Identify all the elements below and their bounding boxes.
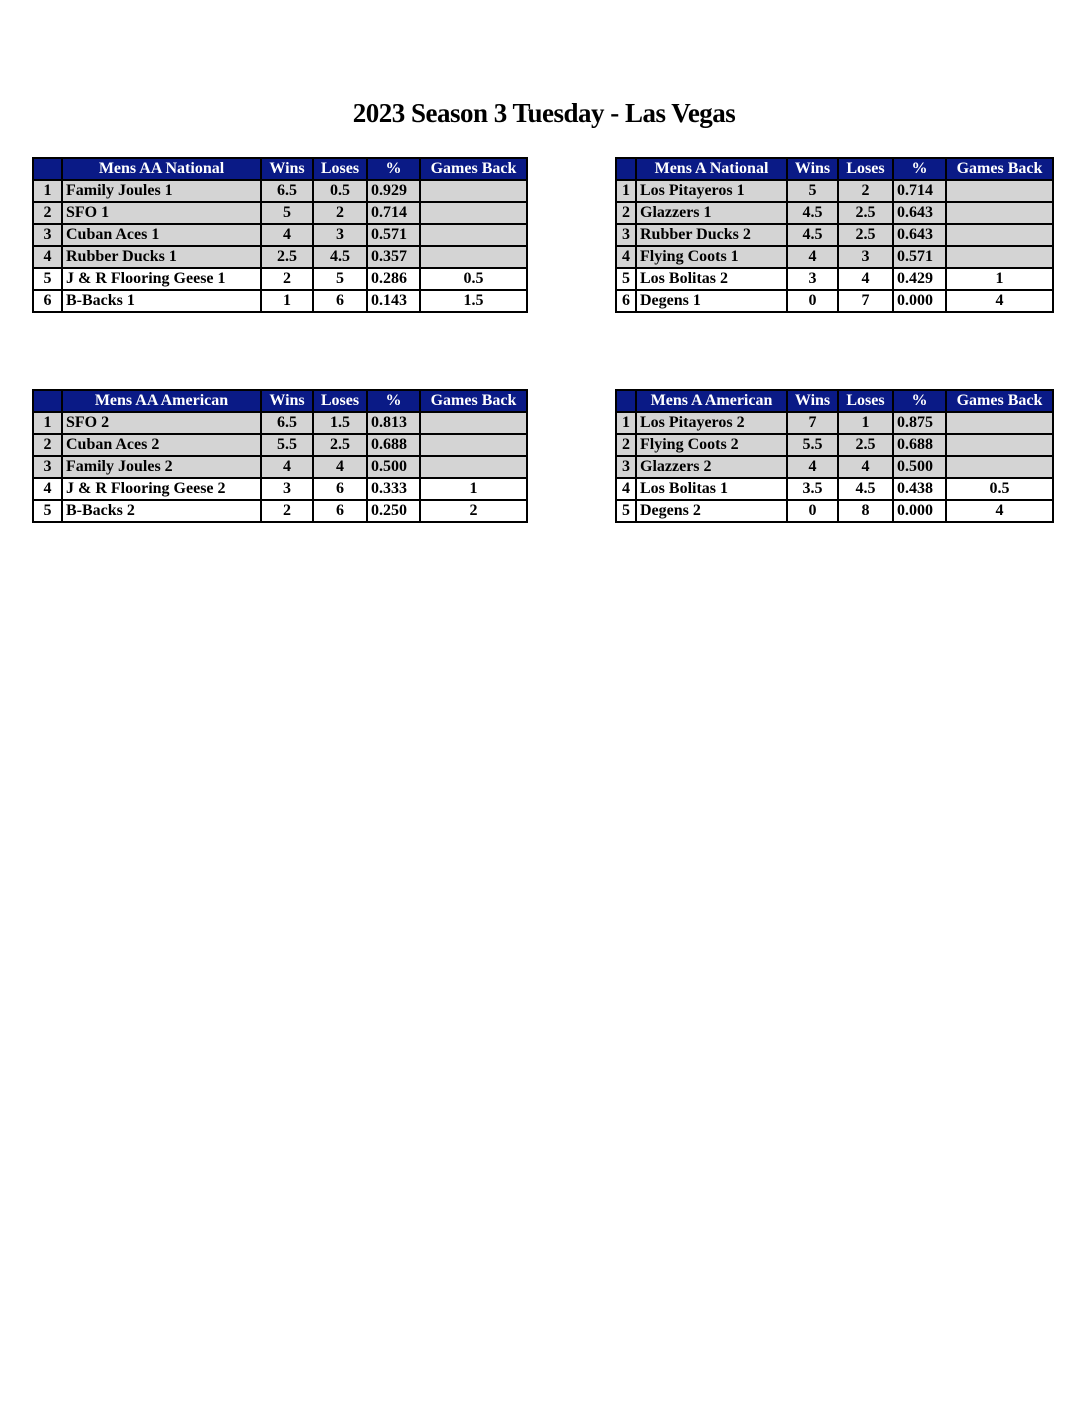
table-row (33, 246, 527, 268)
rank-cell: 3 (616, 224, 636, 246)
games-back-cell: 1 (946, 268, 1053, 290)
wins-cell: 2 (261, 500, 313, 522)
wins-cell: 2 (261, 268, 313, 290)
mens-a-national-table (615, 157, 1054, 313)
games-back-cell (946, 456, 1053, 478)
games-back-cell (946, 434, 1053, 456)
pct-cell: 0.000 (893, 290, 946, 312)
rank-cell: 1 (33, 180, 62, 202)
games-back-cell (946, 412, 1053, 434)
pct-cell: 0.688 (893, 434, 946, 456)
games-back-cell (420, 434, 527, 456)
rank-cell: 4 (616, 478, 636, 500)
table-row (616, 456, 1053, 478)
pct-cell: 0.714 (367, 202, 420, 224)
table-row (33, 434, 527, 456)
loses-cell: 4.5 (838, 478, 893, 500)
table-row (33, 268, 527, 290)
wins-cell: 4 (261, 224, 313, 246)
table-row (616, 478, 1053, 500)
games-back-cell (420, 224, 527, 246)
loses-cell: 0.5 (313, 180, 367, 202)
wins-cell: 5.5 (787, 434, 838, 456)
games-back-header: Games Back (946, 158, 1053, 180)
team-cell: Flying Coots 1 (636, 246, 787, 268)
team-cell: Glazzers 2 (636, 456, 787, 478)
table-row (616, 290, 1053, 312)
wins-cell: 5 (787, 180, 838, 202)
team-cell: J & R Flooring Geese 2 (62, 478, 261, 500)
loses-cell: 2.5 (838, 202, 893, 224)
table-row (33, 500, 527, 522)
wins-cell: 4 (787, 246, 838, 268)
games-back-cell (946, 202, 1053, 224)
rank-cell: 5 (33, 500, 62, 522)
team-cell: Rubber Ducks 2 (636, 224, 787, 246)
pct-cell: 0.429 (893, 268, 946, 290)
team-cell: J & R Flooring Geese 1 (62, 268, 261, 290)
wins-cell: 0 (787, 500, 838, 522)
mens-aa-national-table (32, 157, 528, 313)
table-row (616, 224, 1053, 246)
wins-cell: 4 (261, 456, 313, 478)
games-back-cell: 2 (420, 500, 527, 522)
wins-cell: 5 (261, 202, 313, 224)
header-row (616, 158, 1053, 180)
rank-header (33, 390, 62, 412)
header-row (33, 158, 527, 180)
wins-cell: 3 (787, 268, 838, 290)
rank-cell: 4 (33, 478, 62, 500)
team-cell: Los Pitayeros 2 (636, 412, 787, 434)
team-cell: Los Pitayeros 1 (636, 180, 787, 202)
wins-header: Wins (787, 158, 838, 180)
rank-header (33, 158, 62, 180)
team-cell: Flying Coots 2 (636, 434, 787, 456)
division-header: Mens AA National (62, 158, 261, 180)
games-back-cell: 0.5 (946, 478, 1053, 500)
pct-cell: 0.643 (893, 202, 946, 224)
wins-header: Wins (261, 158, 313, 180)
pct-cell: 0.500 (367, 456, 420, 478)
games-back-cell (946, 180, 1053, 202)
pct-header: % (893, 390, 946, 412)
rank-cell: 2 (616, 434, 636, 456)
team-cell: B-Backs 2 (62, 500, 261, 522)
loses-cell: 5 (313, 268, 367, 290)
wins-cell: 6.5 (261, 180, 313, 202)
table-row (616, 246, 1053, 268)
rank-cell: 4 (616, 246, 636, 268)
loses-cell: 2.5 (838, 224, 893, 246)
games-back-cell (946, 246, 1053, 268)
loses-cell: 1.5 (313, 412, 367, 434)
table-row (616, 434, 1053, 456)
team-cell: Cuban Aces 1 (62, 224, 261, 246)
wins-cell: 2.5 (261, 246, 313, 268)
loses-header: Loses (313, 158, 367, 180)
games-back-header: Games Back (946, 390, 1053, 412)
table-row (33, 412, 527, 434)
games-back-cell: 1.5 (420, 290, 527, 312)
games-back-header: Games Back (420, 158, 527, 180)
pct-cell: 0.688 (367, 434, 420, 456)
games-back-header: Games Back (420, 390, 527, 412)
header-row (33, 390, 527, 412)
team-cell: Family Joules 1 (62, 180, 261, 202)
team-cell: Los Bolitas 1 (636, 478, 787, 500)
rank-header (616, 158, 636, 180)
loses-cell: 2.5 (313, 434, 367, 456)
pct-cell: 0.714 (893, 180, 946, 202)
table-row (33, 456, 527, 478)
loses-header: Loses (313, 390, 367, 412)
games-back-cell (420, 180, 527, 202)
team-cell: Cuban Aces 2 (62, 434, 261, 456)
table-row (616, 500, 1053, 522)
loses-cell: 2 (838, 180, 893, 202)
division-header: Mens A American (636, 390, 787, 412)
team-cell: Glazzers 1 (636, 202, 787, 224)
loses-cell: 4.5 (313, 246, 367, 268)
pct-cell: 0.500 (893, 456, 946, 478)
games-back-cell: 4 (946, 290, 1053, 312)
pct-cell: 0.000 (893, 500, 946, 522)
page-title: 2023 Season 3 Tuesday - Las Vegas (352, 98, 736, 128)
wins-header: Wins (787, 390, 838, 412)
team-cell: Los Bolitas 2 (636, 268, 787, 290)
games-back-cell (420, 202, 527, 224)
pct-cell: 0.643 (893, 224, 946, 246)
loses-cell: 6 (313, 290, 367, 312)
loses-cell: 2 (313, 202, 367, 224)
team-cell: SFO 2 (62, 412, 261, 434)
loses-cell: 4 (838, 456, 893, 478)
rank-header (616, 390, 636, 412)
table-row (33, 180, 527, 202)
games-back-cell (420, 456, 527, 478)
wins-cell: 4 (787, 456, 838, 478)
wins-cell: 1 (261, 290, 313, 312)
pct-cell: 0.438 (893, 478, 946, 500)
games-back-cell (420, 246, 527, 268)
loses-cell: 7 (838, 290, 893, 312)
rank-cell: 5 (616, 268, 636, 290)
division-header: Mens AA American (62, 390, 261, 412)
loses-cell: 8 (838, 500, 893, 522)
team-cell: B-Backs 1 (62, 290, 261, 312)
loses-header: Loses (838, 390, 893, 412)
table-row (33, 224, 527, 246)
table-row (33, 290, 527, 312)
rank-cell: 4 (33, 246, 62, 268)
rank-cell: 1 (616, 412, 636, 434)
team-cell: Degens 1 (636, 290, 787, 312)
games-back-cell (420, 412, 527, 434)
table-row (33, 478, 527, 500)
loses-cell: 3 (313, 224, 367, 246)
team-cell: Family Joules 2 (62, 456, 261, 478)
pct-cell: 0.286 (367, 268, 420, 290)
pct-cell: 0.143 (367, 290, 420, 312)
rank-cell: 1 (616, 180, 636, 202)
rank-cell: 6 (616, 290, 636, 312)
rank-cell: 6 (33, 290, 62, 312)
wins-cell: 0 (787, 290, 838, 312)
team-cell: Rubber Ducks 1 (62, 246, 261, 268)
header-row (616, 390, 1053, 412)
pct-cell: 0.571 (367, 224, 420, 246)
mens-a-american-table (615, 389, 1054, 523)
pct-cell: 0.333 (367, 478, 420, 500)
team-cell: Degens 2 (636, 500, 787, 522)
rank-cell: 5 (33, 268, 62, 290)
pct-cell: 0.929 (367, 180, 420, 202)
table-row (616, 180, 1053, 202)
wins-cell: 7 (787, 412, 838, 434)
loses-cell: 4 (838, 268, 893, 290)
games-back-cell (946, 224, 1053, 246)
loses-cell: 1 (838, 412, 893, 434)
wins-header: Wins (261, 390, 313, 412)
pct-cell: 0.357 (367, 246, 420, 268)
pct-header: % (367, 158, 420, 180)
loses-header: Loses (838, 158, 893, 180)
table-row (33, 202, 527, 224)
loses-cell: 2.5 (838, 434, 893, 456)
loses-cell: 4 (313, 456, 367, 478)
rank-cell: 3 (616, 456, 636, 478)
wins-cell: 5.5 (261, 434, 313, 456)
loses-cell: 6 (313, 478, 367, 500)
rank-cell: 2 (33, 434, 62, 456)
rank-cell: 3 (33, 224, 62, 246)
wins-cell: 3.5 (787, 478, 838, 500)
loses-cell: 3 (838, 246, 893, 268)
rank-cell: 1 (33, 412, 62, 434)
pct-header: % (893, 158, 946, 180)
table-row (616, 412, 1053, 434)
pct-cell: 0.250 (367, 500, 420, 522)
pct-cell: 0.571 (893, 246, 946, 268)
wins-cell: 4.5 (787, 202, 838, 224)
rank-cell: 5 (616, 500, 636, 522)
team-cell: SFO 1 (62, 202, 261, 224)
mens-aa-american-table (32, 389, 528, 523)
rank-cell: 3 (33, 456, 62, 478)
wins-cell: 4.5 (787, 224, 838, 246)
rank-cell: 2 (616, 202, 636, 224)
loses-cell: 6 (313, 500, 367, 522)
pct-cell: 0.875 (893, 412, 946, 434)
division-header: Mens A National (636, 158, 787, 180)
wins-cell: 6.5 (261, 412, 313, 434)
games-back-cell: 4 (946, 500, 1053, 522)
table-row (616, 202, 1053, 224)
games-back-cell: 1 (420, 478, 527, 500)
wins-cell: 3 (261, 478, 313, 500)
pct-header: % (367, 390, 420, 412)
rank-cell: 2 (33, 202, 62, 224)
games-back-cell: 0.5 (420, 268, 527, 290)
pct-cell: 0.813 (367, 412, 420, 434)
table-row (616, 268, 1053, 290)
